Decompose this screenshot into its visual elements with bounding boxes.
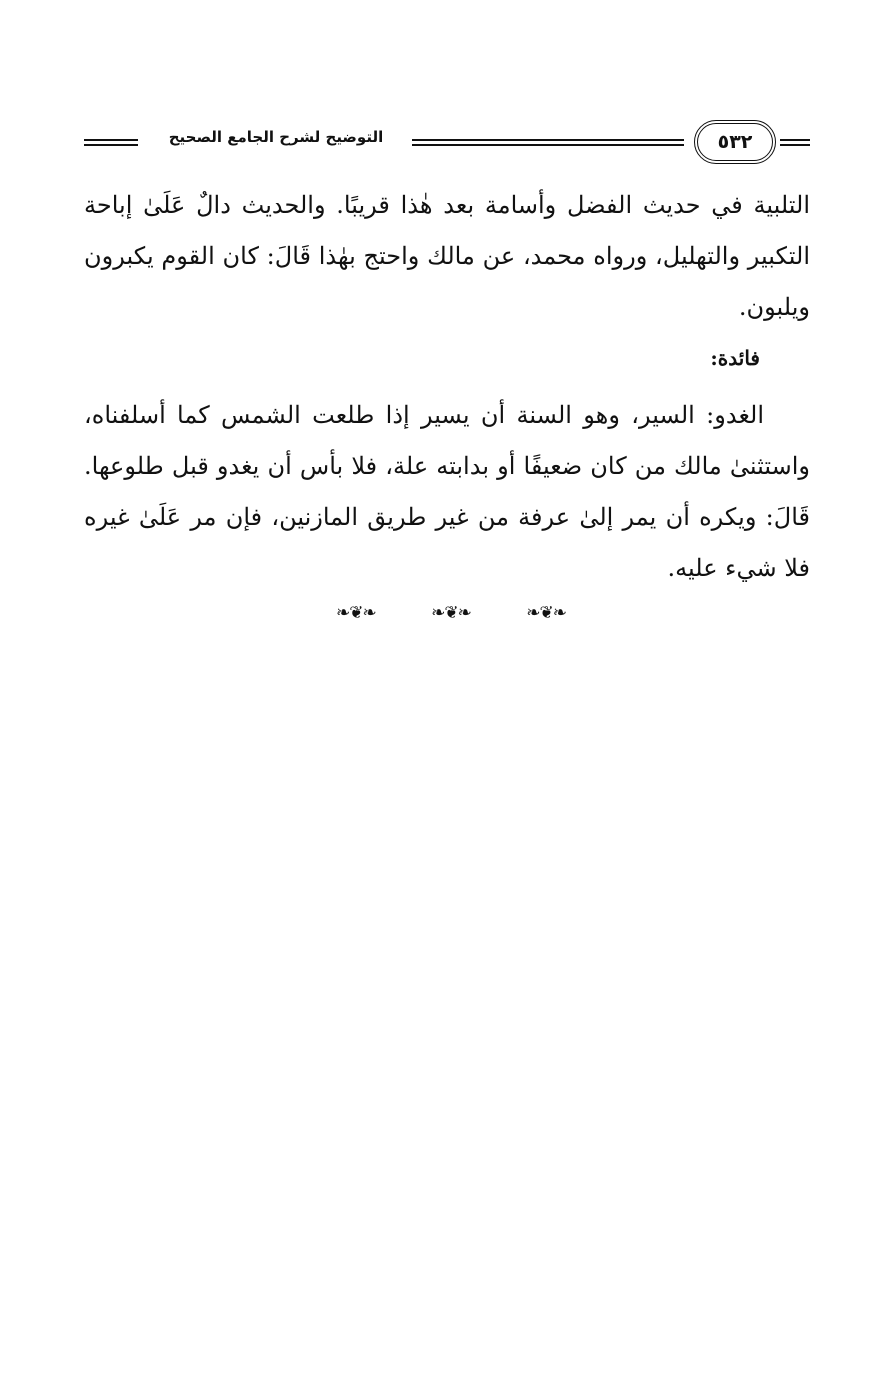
page-number: ٥٣٢ <box>717 131 753 153</box>
page-body <box>84 180 810 594</box>
ornament-motif: ❧❦❧ <box>336 603 376 623</box>
section-heading: فائدة: <box>710 346 760 370</box>
paragraph: التلبية في حديث الفضل وأسامة بعد هٰذا قريبًا. والحديث دالٌ عَلَىٰ إباحة التكبير والتهليل، ورواه محمد، عن مالك واحتج بهٰذا قَالَ: كان القوم يكبرون ويلبون. <box>84 191 810 321</box>
running-title: التوضيح لشرح الجامع الصحيح <box>168 128 384 146</box>
page-number-frame <box>694 120 776 164</box>
header-rule-right <box>780 139 810 146</box>
header-rule-middle <box>412 139 684 146</box>
ornament-motif: ❧❦❧ <box>431 603 471 623</box>
floral-divider-icon <box>336 600 566 626</box>
header-rule-left <box>84 139 138 146</box>
paragraph: الغدو: السير، وهو السنة أن يسير إذا طلعت الشمس كما أسلفناه، واستثنىٰ مالك من كان ضعيفًا أو بدابته علة، فلا بأس أن يغدو قبل طلوعها. قَالَ: ويكره أن يمر إلىٰ عرفة من غير طريق المازنين، فإن مر عَلَىٰ غيره فلا شيء عليه. <box>84 401 810 582</box>
page-header <box>84 118 810 168</box>
ornament-motif: ❧❦❧ <box>526 603 566 623</box>
